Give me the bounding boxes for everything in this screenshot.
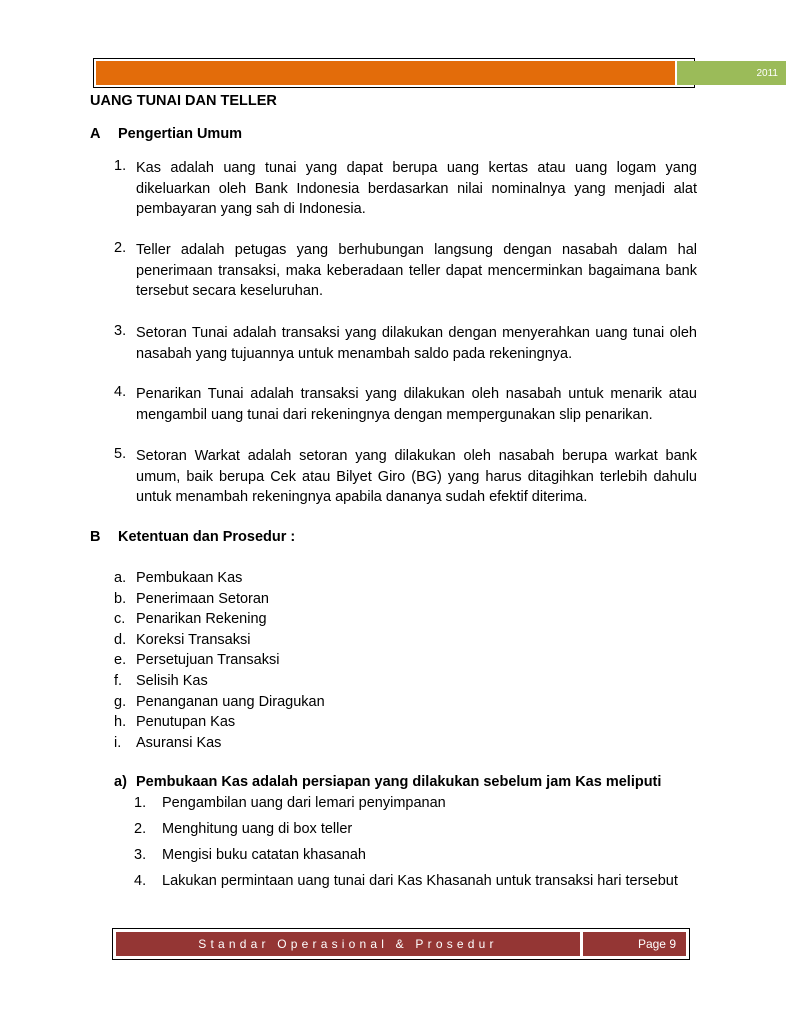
section-b-heading: B Ketentuan dan Prosedur : (90, 529, 296, 545)
list-item: Penarikan Tunai adalah transaksi yang dilakukan oleh nasabah untuk menarik atau mengambil uang tunai dari rekeningnya dengan mempergunakan slip penarikan. (136, 386, 697, 423)
list-item: Kas adalah uang tunai yang dapat berupa uang kertas atau uang logam yang dikeluarkan oleh Bank Indonesia berdasarkan nilai nominalnya yang menjadi alat pembayaran yang sah di Indonesia. (136, 160, 697, 217)
list-item: Setoran Warkat adalah setoran yang dilakukan oleh nasabah berupa warkat bank umum, baik berupa Cek atau Bilyet Giro (BG) yang harus ditagihkan terlebih dahulu untuk menambah rekeningnya apabila dananya sudah efektif diterima. (136, 448, 697, 505)
page-title: UANG TUNAI DAN TELLER (90, 93, 277, 109)
list-number: 1. (114, 158, 127, 174)
header-orange-band (96, 61, 675, 85)
header-year: 2011 (677, 61, 786, 85)
list-number: 3. (114, 323, 127, 339)
list-item: Setoran Tunai adalah transaksi yang dilakukan dengan menyerahkan uang tunai oleh nasabah yang tujuannya untuk menambah saldo pada rekeningnya. (136, 325, 697, 362)
footer-bar (112, 928, 690, 960)
list-number: 5. (114, 446, 127, 462)
page-number: Page 9 (583, 932, 686, 956)
section-a-heading: A Pengertian Umum (90, 126, 243, 142)
list-item: Teller adalah petugas yang berhubungan langsung dengan nasabah dalam hal penerimaan transaksi, maka keberadaan teller dapat mencerminkan bagaimana bank tersebut secara keseluruhan. (136, 242, 697, 299)
header-bar (93, 58, 778, 88)
list-number: 2. (114, 240, 127, 256)
list-number: 4. (114, 384, 127, 400)
footer-title: Standar Operasional & Prosedur (116, 932, 580, 956)
